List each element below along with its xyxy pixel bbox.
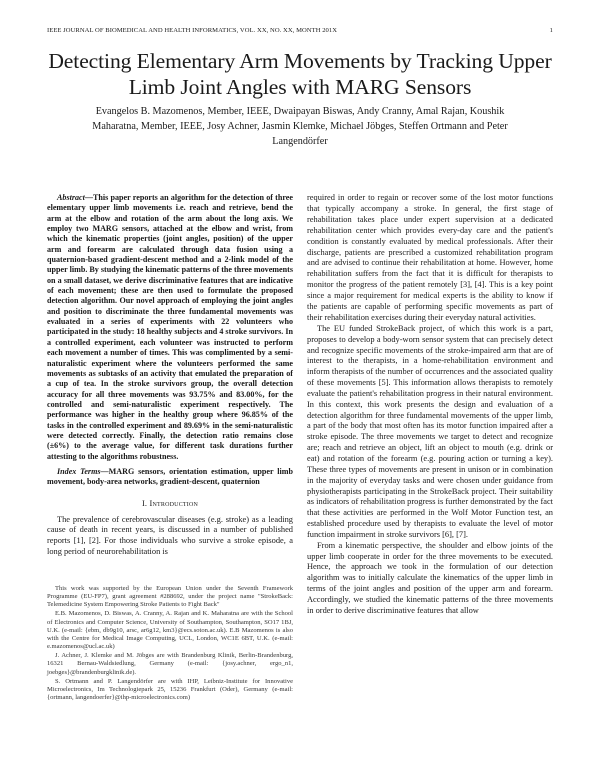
footnote-funding: This work was supported by the European Union under the Seventh Framework Programme (EU-FP7), grant agreement #288692, under the project name "StrokeBack: Telemedicine System Empowering Stroke Patients to Fight Back" (47, 585, 293, 609)
body-paragraph-kinematic: From a kinematic perspective, the shoulder and elbow joints of the upper limb cooperate in order for the three movements to be executed. Hence, the approach we took in the formulation of our detection algorithm was to initially calculate the kinematics of the upper limb in terms of the joint angles and position of the upper arm and forearm. Accordingly, we studied the kinematic patterns of the three movements in order to derive discriminative features that allow (307, 540, 553, 615)
intro-paragraph: The prevalence of cerebrovascular diseases (e.g. stroke) as a leading cause of death in recent years, is discussed in a number of published reports [1], [2]. For those individuals who survive a stroke episode, a long period of neurorehabilitation is (47, 514, 293, 557)
footnote-affiliation-ihp: S. Ortmann and P. Langendörfer are with IHP, Leibniz-Institute for Innovative Microelectronics, Im Technologiepark 25, 15236 Frankfurt (Oder), Germany (e-mail: {ortmann, langendoerfer}@ihp-microelectronics.com) (47, 677, 293, 702)
section-heading-introduction (47, 499, 293, 510)
index-terms-label: Index Terms (57, 466, 101, 476)
abstract-text: This paper reports an algorithm for the detection of three elementary upper limb movements i.e. reach and retrieve, bend the arm at the elbow and rotation of the arm about the long axis. We employ two MARG sensors, attached at the elbow and wrist, from which the kinematic properties (joint angles, position) of the upper arm and forearm are calculated through data fusion using a quaternion-based gradient-descent method and a 2-link model of the upper limb. By studying the kinematic patterns of the three movements on a small dataset, we derive discriminative features that are indicative of each movement; these are then used to formulate the proposed detection algorithm. Our novel approach of employing the joint angles and position to discriminate the three fundamental movements was evaluated in a series of experiments with 22 volunteers who participated in the study: 18 healthy subjects and 4 stroke survivors. In a controlled experiment, each volunteer was instructed to perform each movement a number of times. This was complimented by a semi-naturalistic experiment where the volunteers performed the same movements as subtasks of an activity that emulated the preparation of a cup of tea. In the stroke survivors group, the overall detection accuracy for all three movements was 93.75% and 83.00%, for the controlled and semi-naturalistic experiment respectively. The performance was higher in the healthy group where 96.85% of the tasks in the controlled experiment and 89.69% in the semi-naturalistic were detected correctly. Finally, the detection ratio remains close (±6%) to the average value, for different task durations further attesting to the algorithms robustness. (47, 193, 293, 461)
footnotes (47, 585, 293, 703)
paper-title: Detecting Elementary Arm Movements by Tracking Upper Limb Joint Angles with MARG Sensors (48, 49, 552, 99)
body-paragraph-continued: required in order to regain or recover some of the lost motor functions that typically accompany a stroke. In general, the first stage of rehabilitation takes place under expert supervision at a dedicated rehabilitation center which provides every-day care and the patient's condition is constantly evaluated by medical professionals. After their discharge, patients are prescribed a customized rehabilitation program and are advised to continue their rehabilitation at home. However, home rehabilitation suffers from the fact that it is difficult for therapists to monitor the progress of the patient remotely [3], [4]. This is a key point since a major requirement for medical experts is the ability to know if the patients are capable of performing specific movements as part of their rehabilitation exercises during their everyday natural activities. (307, 193, 553, 322)
running-header (47, 27, 553, 39)
index-terms: Index Terms—MARG sensors, orientation estimation, upper limb movement, body-area networks, gradient-descent, quaternion (47, 466, 293, 487)
journal-name: IEEE JOURNAL OF BIOMEDICAL AND HEALTH INFORMATICS, VOL. XX, NO. XX, MONTH 201X (47, 27, 338, 34)
section-numeral: I. (141, 498, 148, 508)
index-terms-text: MARG sensors, orientation estimation, upper limb movement, body-area networks, gradient-descent, quaternion (47, 466, 293, 487)
footnote-affiliation-brandenburg: J. Achner, J. Klemke and M. Jöbges are with Brandenburg Klinik, Berlin-Brandenburg, 16321 Bernau-Waldsiedlung, Germany (e-mail: {josy.achner, ergo_n1, joebges}@brandenburgklinik.de). (47, 652, 293, 676)
section-title: Introduction (149, 498, 199, 508)
right-column (307, 193, 553, 617)
footnote-affiliation-southampton: E.B. Mazomenos, D. Biswas, A. Cranny, A. Rajan and K. Maharatna are with the School of Electronics and Computer Science, University of Southampton, Southampton, SO17 1BJ, U.K. (e-mail: {ebm, db9g10, arsc, ar6g12, km3}@ecs.soton.ac.uk). E.B Mazomenos is also with the Centre for Medical Image Computing, UCL, London, WC1E 6BT, U.K. (e-mail: e.mazomenos@ucl.ac.uk) (47, 610, 293, 651)
author-list: Evangelos B. Mazomenos, Member, IEEE, Dwaipayan Biswas, Andy Cranny, Amal Rajan, Koushik Maharatna, Member, IEEE, Josy Achner, Jasmin Klemke, Michael Jöbges, Steffen Ortmann and Peter Langendörfer (92, 106, 508, 148)
abstract-label: Abstract (57, 193, 85, 202)
body-paragraph-strokeback: The EU funded StrokeBack project, of which this work is a part, proposes to develop a body-worn sensor system that can precisely detect and recognize specific movements of the stroke-impaired arm that are of interest to the therapists, in a home-rehabilitation environment and inform therapists of the number of occurrences and the associated quality of these movements [5]. This information allows therapists to remotely evaluate the patient's rehabilitation progress in their natural environment. In this context, this work presents the design and evaluation of a detection algorithm for three fundamental movements of the upper limb, a part of the body that most often has its motor function impaired after a stroke episode. The three movements we target to detect and recognize are; reach and retrieve an object, lift an object to mouth (e.g. drink or eat) and rotation of the forearm (e.g. pouring action or turning a key). These three types of movements are present in unison or in combination in the majority of everyday tasks and were chosen under guidance from physiotherapists participating in the StrokeBack project. Their suitability as indicators of rehabilitation progress is further demonstrated by the fact that these activities are performed in the Wolf Motor Function test, an established procedure used by therapists to evaluate the level of motor function impairment in stroke survivors [6], [7]. (307, 323, 553, 539)
page-number: 1 (549, 27, 553, 34)
abstract: Abstract—This paper reports an algorithm for the detection of three elementary upper limb movements i.e. reach and retrieve, bend the arm at the elbow and rotation of the arm about the long axis. We employ two MARG sensors, attached at the elbow and wrist, from which the kinematic properties (joint angles, position) of the upper arm and forearm are calculated through data fusion using a quaternion-based gradient-descent method and a 2-link model of the upper limb. By studying the kinematic patterns of the three movements on a small dataset, we derive discriminative features that are indicative of each movement; these are then used to formulate the proposed detection algorithm. Our novel approach of employing the joint angles and position to discriminate the three fundamental movements was evaluated in a series of experiments with 22 volunteers who participated in the study: 18 healthy subjects and 4 stroke survivors. In a controlled experiment, each volunteer was instructed to perform each movement a number of times. This was complimented by a semi-naturalistic experiment where the volunteers performed the same movements as subtasks of an activity that emulated the preparation of a cup of tea. In the stroke survivors group, the overall detection accuracy for all three movements was 93.75% and 83.00%, for the controlled and semi-naturalistic experiment respectively. The performance was higher in the healthy group where 96.85% of the tasks in the controlled experiment and 89.69% in the semi-naturalistic were detected correctly. Finally, the detection ratio remains close (±6%) to the average value, for different task durations further attesting to the algorithms robustness. (47, 193, 293, 461)
left-column (47, 193, 293, 558)
